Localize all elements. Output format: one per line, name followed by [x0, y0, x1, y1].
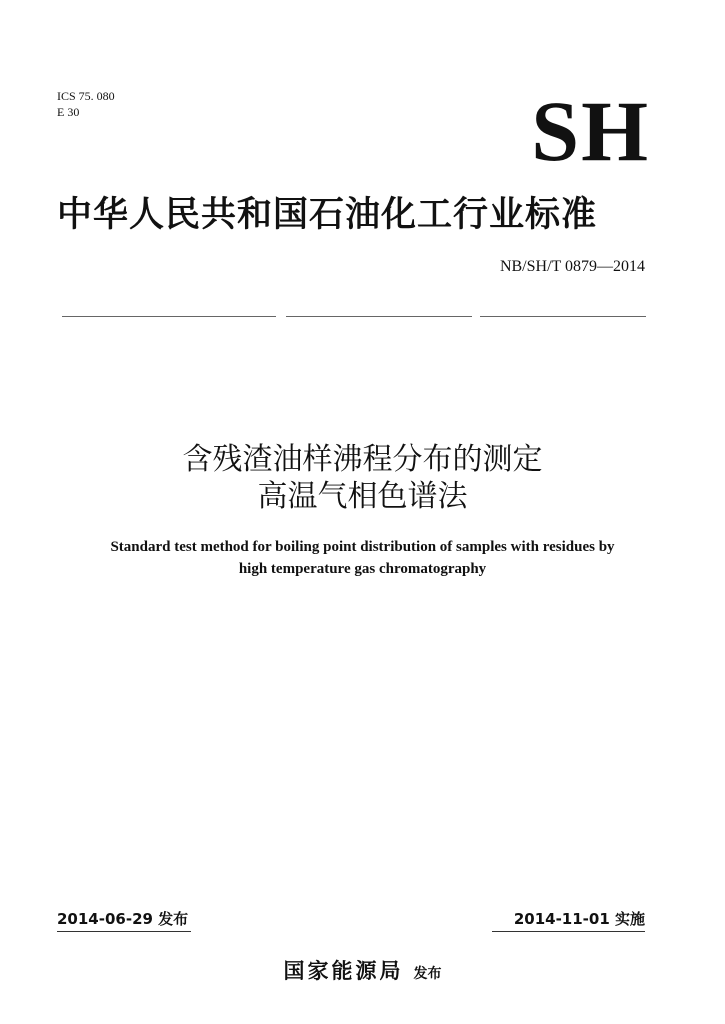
title-en-line1: Standard test method for boiling point distribution of samples with residues by — [110, 539, 615, 555]
title-cn-line2: 高温气相色谱法 — [257, 479, 468, 514]
title-en-line2: high temperature gas chromatography — [238, 561, 487, 577]
ics-classification — [57, 88, 115, 120]
issue-date: 2014-06-29 发布 — [57, 910, 189, 928]
footer-divider-left — [57, 931, 191, 932]
effective-date: 2014-11-01 实施 — [513, 910, 645, 928]
issuer-name: 国家能源局 — [283, 959, 404, 983]
organization-title: 中华人民共和国石油化工行业标准 — [57, 195, 598, 235]
issuer-action: 发布 — [413, 966, 442, 982]
issuer-line — [0, 955, 725, 985]
standard-code: NB/SH/T 0879—2014 — [499, 258, 645, 275]
sh-logo: SH — [531, 83, 650, 179]
divider-right — [480, 316, 646, 317]
category-code: E 30 — [57, 105, 80, 119]
divider-left — [62, 316, 276, 317]
title-cn-line1: 含残渣油样沸程分布的测定 — [182, 442, 543, 477]
divider-middle — [286, 316, 472, 317]
ics-number: ICS 75. 080 — [57, 89, 115, 103]
footer-divider-right — [492, 931, 645, 932]
